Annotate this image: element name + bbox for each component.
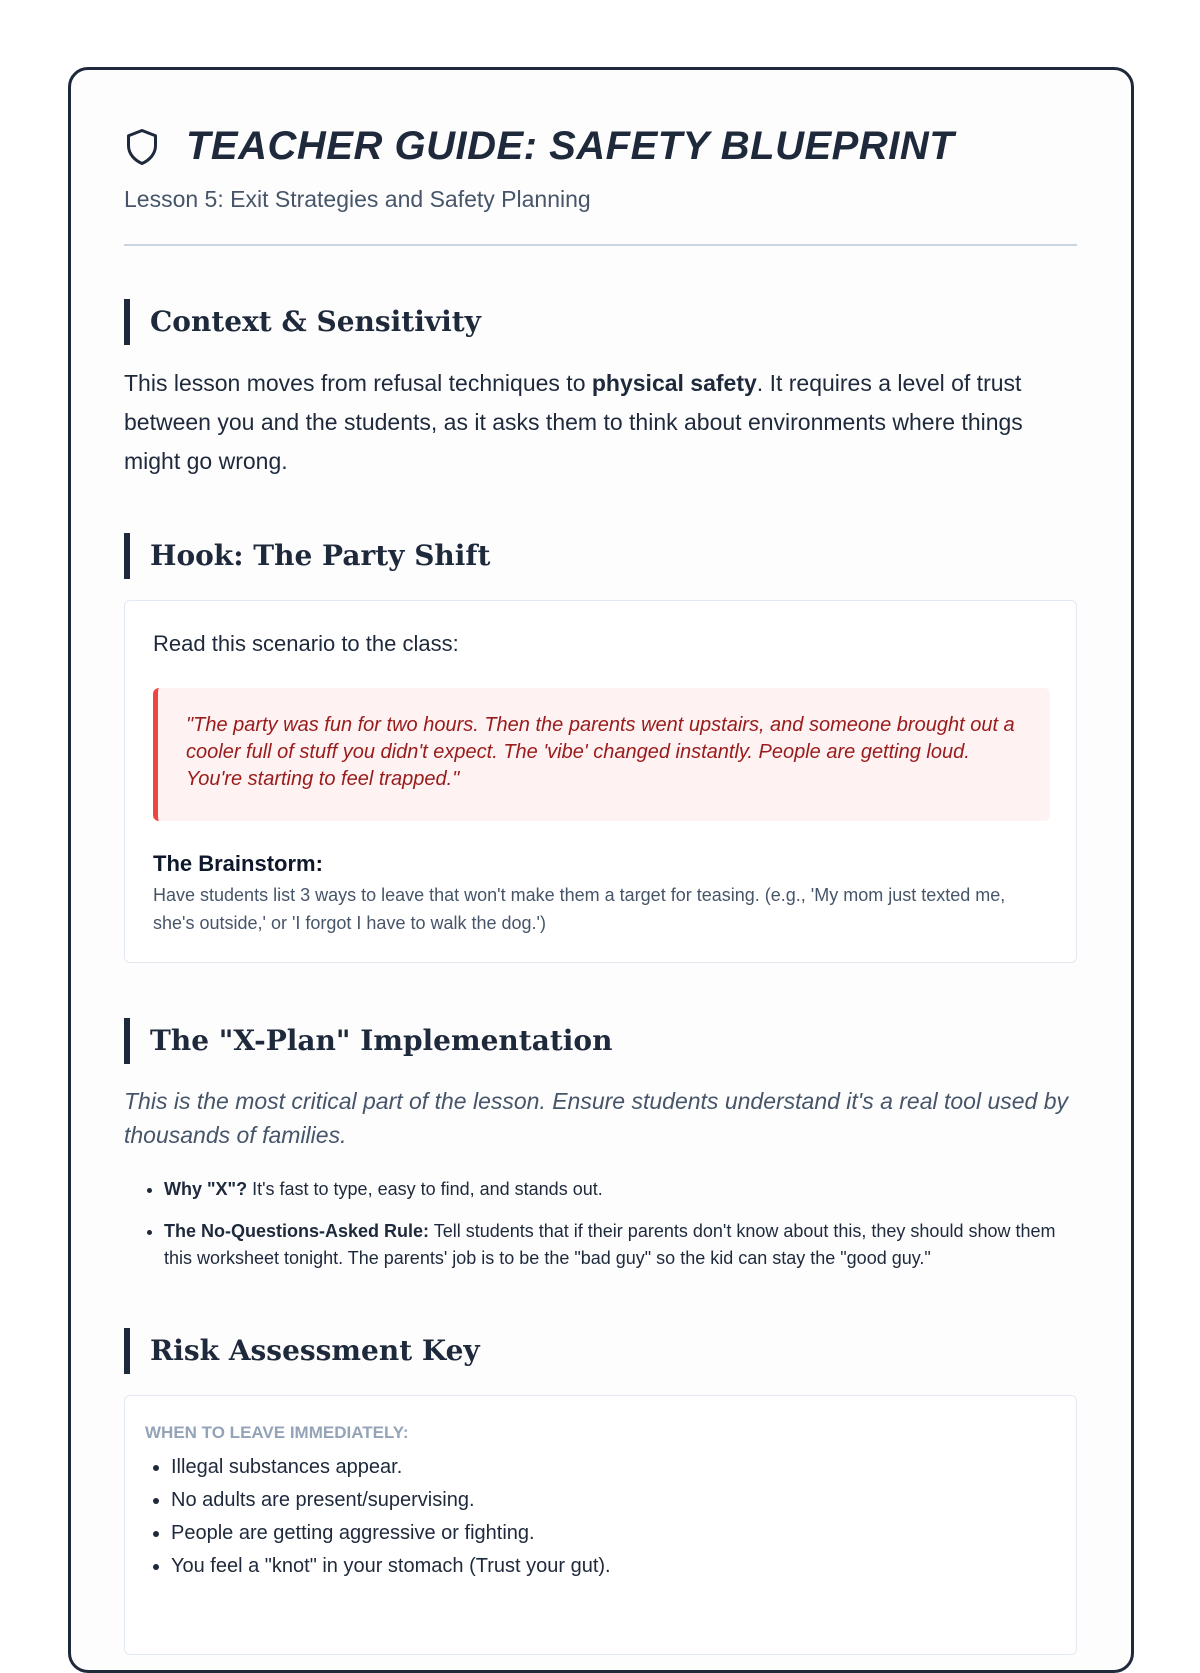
- list-item: [164, 1176, 1077, 1203]
- risk-list: [125, 1451, 611, 1583]
- list-item: • People are getting aggressive or fighting.: [171, 1517, 611, 1550]
- list-item: • No adults are present/supervising.: [171, 1484, 611, 1517]
- hook-intro: Read this scenario to the class:: [153, 631, 459, 656]
- hook-box: [124, 600, 1077, 963]
- section-heading-xplan: The "X-Plan" Implementation: [124, 1018, 1077, 1064]
- brainstorm-text: Have students list 3 ways to leave that won't make them a target for teasing. (e.g., 'My mom just texted me, she's outside,' or 'I forgot I have to walk the dog.'): [153, 885, 1006, 933]
- section-heading-risk: Risk Assessment Key: [124, 1328, 1077, 1374]
- brainstorm-title: The Brainstorm:: [153, 851, 323, 876]
- section-heading-context: Context & Sensitivity: [124, 299, 1077, 345]
- divider: [124, 244, 1077, 246]
- risk-box: [124, 1395, 1077, 1655]
- shield-icon: [124, 127, 160, 167]
- text: This lesson moves from refusal techniques to: [124, 370, 592, 396]
- bullet-label: Why "X"?: [164, 1179, 248, 1199]
- xplan-note: This is the most critical part of the lesson. Ensure students understand it's a real tool used by thousands of families.: [124, 1088, 1069, 1148]
- risk-label: WHEN TO LEAVE IMMEDIATELY:: [145, 1423, 409, 1442]
- text: . It requires a level of trust between you and the students, as it asks them to think about environments where things might go wrong.: [124, 370, 1023, 474]
- bullet-text: Tell students that if their parents don't know about this, they should show them this worksheet tonight. The parents' job is to be the "bad guy" so the kid can stay the "good guy.": [164, 1221, 1056, 1268]
- context-paragraph: [124, 364, 1077, 481]
- bullet-text: It's fast to type, easy to find, and stands out.: [247, 1179, 603, 1199]
- bullet-label: The No-Questions-Asked Rule:: [164, 1221, 430, 1241]
- section-heading-hook: Hook: The Party Shift: [124, 533, 1077, 579]
- list-item: • You feel a "knot" in your stomach (Trust your gut).: [171, 1550, 611, 1583]
- list-item: [164, 1218, 1077, 1272]
- xplan-list: [124, 1176, 1077, 1287]
- page-title: TEACHER GUIDE: SAFETY BLUEPRINT: [186, 124, 955, 168]
- page-header: [124, 124, 954, 169]
- emphasis: physical safety: [591, 370, 757, 396]
- scenario-quote: "The party was fun for two hours. Then the parents went upstairs, and someone brought out a cooler full of stuff you didn't expect. The 'vibe' changed instantly. People are getting loud. You're starting to feel trapped.": [153, 688, 1050, 821]
- page-subtitle: Lesson 5: Exit Strategies and Safety Planning: [124, 186, 591, 212]
- list-item: • Illegal substances appear.: [171, 1451, 611, 1484]
